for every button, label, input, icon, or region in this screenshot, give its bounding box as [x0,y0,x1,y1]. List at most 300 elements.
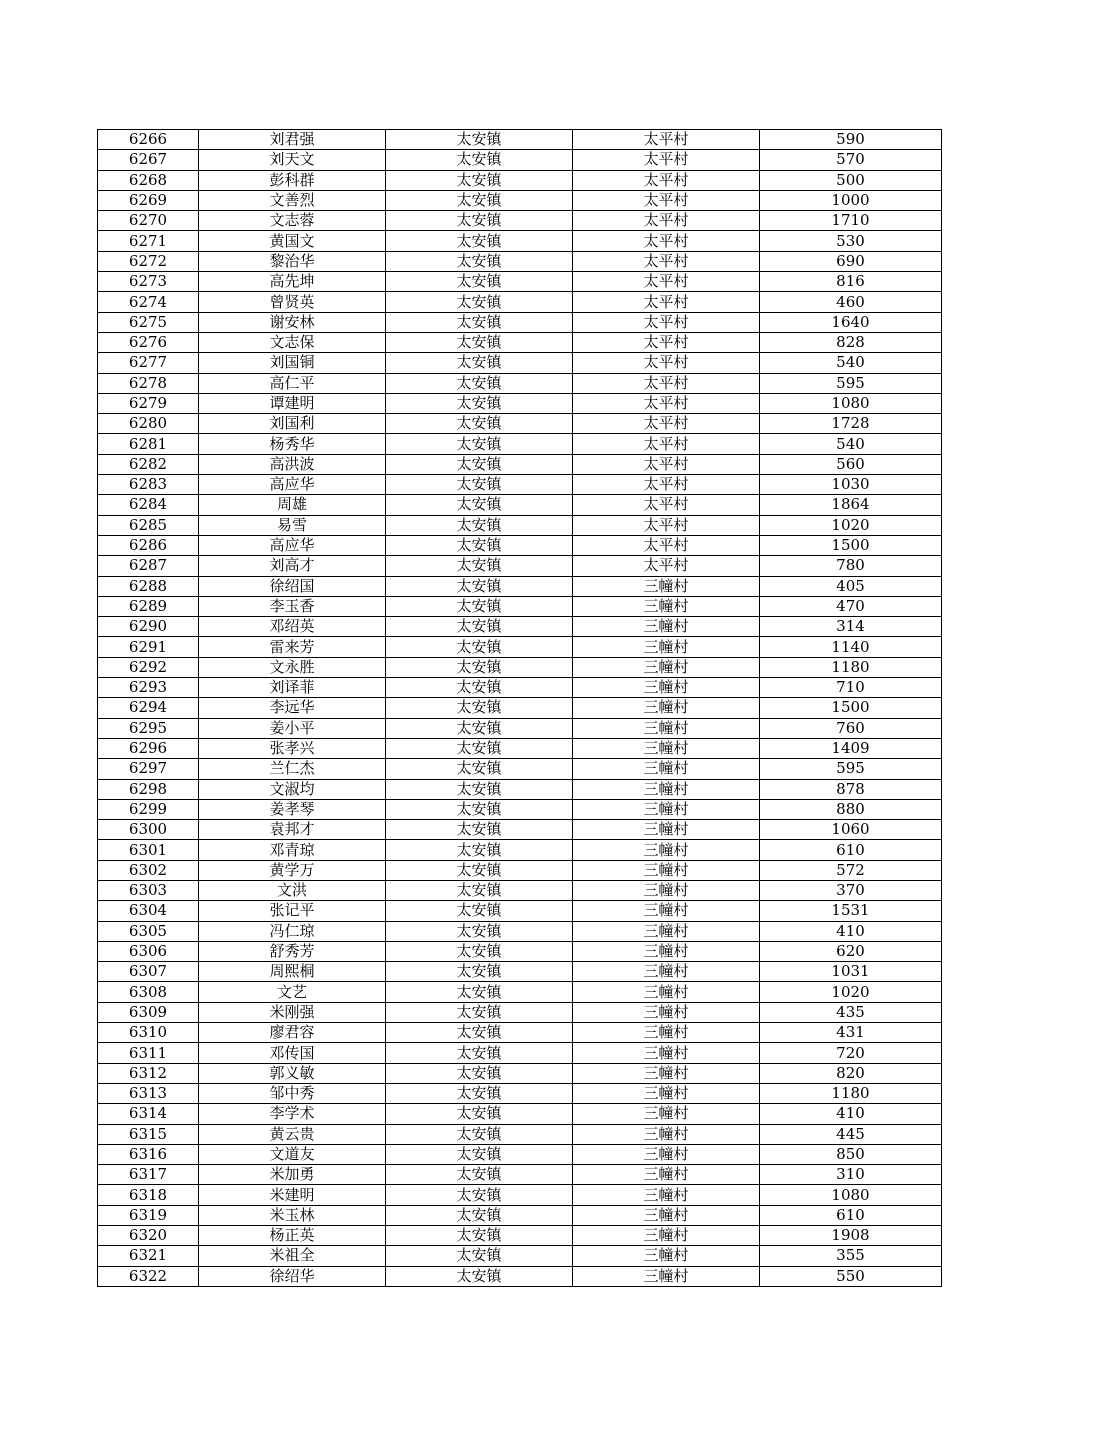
town-cell: 太安镇 [386,292,573,312]
row-number-cell: 6296 [98,738,199,758]
amount-cell: 410 [760,921,942,941]
table-row [98,617,942,637]
village-cell: 太平村 [573,312,760,332]
name-cell: 米祖全 [199,1246,386,1266]
town-cell: 太安镇 [386,454,573,474]
table-row [98,921,942,941]
row-number-cell: 6314 [98,1104,199,1124]
table-row [98,901,942,921]
row-number-cell: 6277 [98,353,199,373]
town-cell: 太安镇 [386,657,573,677]
table-row [98,475,942,495]
name-cell: 杨正英 [199,1226,386,1246]
name-cell: 高应华 [199,475,386,495]
row-number-cell: 6290 [98,617,199,637]
row-number-cell: 6310 [98,1023,199,1043]
village-cell: 太平村 [573,373,760,393]
table-row [98,1205,942,1225]
name-cell: 邓青琼 [199,840,386,860]
village-cell: 太平村 [573,150,760,170]
row-number-cell: 6286 [98,535,199,555]
row-number-cell: 6300 [98,820,199,840]
village-cell: 太平村 [573,393,760,413]
amount-cell: 310 [760,1165,942,1185]
town-cell: 太安镇 [386,860,573,880]
name-cell: 文洪 [199,880,386,900]
amount-cell: 1140 [760,637,942,657]
amount-cell: 1409 [760,738,942,758]
table-row [98,1002,942,1022]
row-number-cell: 6287 [98,556,199,576]
row-number-cell: 6291 [98,637,199,657]
town-cell: 太安镇 [386,312,573,332]
table-row [98,556,942,576]
name-cell: 雷来芳 [199,637,386,657]
name-cell: 舒秀芳 [199,941,386,961]
amount-cell: 1908 [760,1226,942,1246]
town-cell: 太安镇 [386,393,573,413]
name-cell: 李远华 [199,698,386,718]
village-cell: 三幢村 [573,880,760,900]
table-row [98,1246,942,1266]
amount-cell: 1020 [760,982,942,1002]
table-row [98,414,942,434]
name-cell: 刘高才 [199,556,386,576]
village-cell: 三幢村 [573,1144,760,1164]
amount-cell: 530 [760,231,942,251]
table-row [98,1043,942,1063]
row-number-cell: 6309 [98,1002,199,1022]
town-cell: 太安镇 [386,353,573,373]
amount-cell: 500 [760,170,942,190]
town-cell: 太安镇 [386,779,573,799]
table-row [98,272,942,292]
town-cell: 太安镇 [386,799,573,819]
name-cell: 文志蓉 [199,211,386,231]
town-cell: 太安镇 [386,170,573,190]
town-cell: 太安镇 [386,840,573,860]
town-cell: 太安镇 [386,1104,573,1124]
village-cell: 三幢村 [573,779,760,799]
name-cell: 姜孝琴 [199,799,386,819]
amount-cell: 620 [760,941,942,961]
village-cell: 三幢村 [573,840,760,860]
row-number-cell: 6275 [98,312,199,332]
name-cell: 文艺 [199,982,386,1002]
table-row [98,657,942,677]
row-number-cell: 6279 [98,393,199,413]
village-cell: 三幢村 [573,982,760,1002]
table-row [98,535,942,555]
town-cell: 太安镇 [386,1165,573,1185]
amount-cell: 828 [760,332,942,352]
name-cell: 冯仁琼 [199,921,386,941]
name-cell: 黎治华 [199,251,386,271]
amount-cell: 1500 [760,698,942,718]
table-row [98,1023,942,1043]
village-cell: 太平村 [573,454,760,474]
name-cell: 徐绍国 [199,576,386,596]
village-cell: 三幢村 [573,678,760,698]
table-row [98,312,942,332]
amount-cell: 572 [760,860,942,880]
row-number-cell: 6266 [98,130,199,150]
village-cell: 太平村 [573,434,760,454]
village-cell: 三幢村 [573,1226,760,1246]
village-cell: 三幢村 [573,596,760,616]
amount-cell: 445 [760,1124,942,1144]
table-row [98,231,942,251]
village-cell: 三幢村 [573,738,760,758]
amount-cell: 435 [760,1002,942,1022]
name-cell: 文淑均 [199,779,386,799]
town-cell: 太安镇 [386,231,573,251]
village-cell: 太平村 [573,211,760,231]
village-cell: 三幢村 [573,1185,760,1205]
table-row [98,880,942,900]
name-cell: 周熙桐 [199,962,386,982]
row-number-cell: 6293 [98,678,199,698]
amount-cell: 1060 [760,820,942,840]
amount-cell: 570 [760,150,942,170]
table-row [98,860,942,880]
row-number-cell: 6283 [98,475,199,495]
table-row [98,170,942,190]
village-cell: 三幢村 [573,576,760,596]
table-row [98,941,942,961]
town-cell: 太安镇 [386,1266,573,1286]
row-number-cell: 6285 [98,515,199,535]
town-cell: 太安镇 [386,556,573,576]
row-number-cell: 6281 [98,434,199,454]
row-number-cell: 6302 [98,860,199,880]
amount-cell: 595 [760,373,942,393]
village-cell: 三幢村 [573,1002,760,1022]
town-cell: 太安镇 [386,1246,573,1266]
town-cell: 太安镇 [386,617,573,637]
row-number-cell: 6267 [98,150,199,170]
village-cell: 三幢村 [573,1063,760,1083]
village-cell: 三幢村 [573,921,760,941]
town-cell: 太安镇 [386,1226,573,1246]
table-row [98,1124,942,1144]
town-cell: 太安镇 [386,211,573,231]
village-cell: 太平村 [573,556,760,576]
town-cell: 太安镇 [386,1023,573,1043]
amount-cell: 760 [760,718,942,738]
village-cell: 太平村 [573,332,760,352]
amount-cell: 1080 [760,1185,942,1205]
amount-cell: 1000 [760,190,942,210]
row-number-cell: 6292 [98,657,199,677]
name-cell: 周雄 [199,495,386,515]
town-cell: 太安镇 [386,1124,573,1144]
village-cell: 三幢村 [573,759,760,779]
table-row [98,1266,942,1286]
village-cell: 太平村 [573,353,760,373]
table-row [98,353,942,373]
town-cell: 太安镇 [386,901,573,921]
town-cell: 太安镇 [386,190,573,210]
table-row [98,515,942,535]
amount-cell: 405 [760,576,942,596]
table-row [98,962,942,982]
table-row [98,596,942,616]
row-number-cell: 6268 [98,170,199,190]
village-cell: 三幢村 [573,1246,760,1266]
town-cell: 太安镇 [386,1002,573,1022]
village-cell: 太平村 [573,231,760,251]
name-cell: 黄云贵 [199,1124,386,1144]
town-cell: 太安镇 [386,941,573,961]
town-cell: 太安镇 [386,576,573,596]
town-cell: 太安镇 [386,272,573,292]
town-cell: 太安镇 [386,332,573,352]
village-cell: 太平村 [573,190,760,210]
table-row [98,982,942,1002]
town-cell: 太安镇 [386,535,573,555]
row-number-cell: 6321 [98,1246,199,1266]
amount-cell: 314 [760,617,942,637]
name-cell: 兰仁杰 [199,759,386,779]
name-cell: 邓传国 [199,1043,386,1063]
amount-cell: 780 [760,556,942,576]
town-cell: 太安镇 [386,515,573,535]
village-cell: 太平村 [573,495,760,515]
row-number-cell: 6304 [98,901,199,921]
village-cell: 三幢村 [573,1124,760,1144]
village-cell: 三幢村 [573,1023,760,1043]
town-cell: 太安镇 [386,373,573,393]
town-cell: 太安镇 [386,1205,573,1225]
amount-cell: 820 [760,1063,942,1083]
table-row [98,1226,942,1246]
name-cell: 姜小平 [199,718,386,738]
row-number-cell: 6273 [98,272,199,292]
village-cell: 三幢村 [573,820,760,840]
amount-cell: 540 [760,434,942,454]
row-number-cell: 6270 [98,211,199,231]
table-row [98,820,942,840]
village-cell: 三幢村 [573,901,760,921]
row-number-cell: 6295 [98,718,199,738]
town-cell: 太安镇 [386,820,573,840]
amount-cell: 1710 [760,211,942,231]
village-cell: 三幢村 [573,1266,760,1286]
name-cell: 文永胜 [199,657,386,677]
village-cell: 太平村 [573,292,760,312]
village-cell: 三幢村 [573,941,760,961]
row-number-cell: 6316 [98,1144,199,1164]
row-number-cell: 6320 [98,1226,199,1246]
row-number-cell: 6306 [98,941,199,961]
row-number-cell: 6308 [98,982,199,1002]
amount-cell: 410 [760,1104,942,1124]
village-cell: 三幢村 [573,1205,760,1225]
table-row [98,434,942,454]
table-row [98,1063,942,1083]
village-cell: 三幢村 [573,1043,760,1063]
row-number-cell: 6312 [98,1063,199,1083]
amount-cell: 880 [760,799,942,819]
table-row [98,373,942,393]
row-number-cell: 6271 [98,231,199,251]
name-cell: 李玉香 [199,596,386,616]
name-cell: 易雪 [199,515,386,535]
row-number-cell: 6305 [98,921,199,941]
town-cell: 太安镇 [386,1144,573,1164]
amount-cell: 878 [760,779,942,799]
amount-cell: 1030 [760,475,942,495]
amount-cell: 710 [760,678,942,698]
amount-cell: 370 [760,880,942,900]
row-number-cell: 6307 [98,962,199,982]
row-number-cell: 6298 [98,779,199,799]
town-cell: 太安镇 [386,921,573,941]
amount-cell: 1864 [760,495,942,515]
row-number-cell: 6301 [98,840,199,860]
name-cell: 杨秀华 [199,434,386,454]
amount-cell: 1531 [760,901,942,921]
village-cell: 太平村 [573,130,760,150]
table-row [98,1083,942,1103]
town-cell: 太安镇 [386,434,573,454]
table-row [98,738,942,758]
name-cell: 高洪波 [199,454,386,474]
table-row [98,150,942,170]
row-number-cell: 6284 [98,495,199,515]
name-cell: 李学术 [199,1104,386,1124]
name-cell: 谭建明 [199,393,386,413]
row-number-cell: 6274 [98,292,199,312]
table-row [98,698,942,718]
town-cell: 太安镇 [386,1043,573,1063]
amount-cell: 1640 [760,312,942,332]
table-row [98,292,942,312]
amount-cell: 720 [760,1043,942,1063]
amount-cell: 540 [760,353,942,373]
row-number-cell: 6294 [98,698,199,718]
town-cell: 太安镇 [386,698,573,718]
town-cell: 太安镇 [386,678,573,698]
amount-cell: 470 [760,596,942,616]
village-cell: 太平村 [573,535,760,555]
row-number-cell: 6315 [98,1124,199,1144]
name-cell: 张孝兴 [199,738,386,758]
amount-cell: 1500 [760,535,942,555]
name-cell: 文志保 [199,332,386,352]
amount-cell: 1080 [760,393,942,413]
table-row [98,190,942,210]
row-number-cell: 6303 [98,880,199,900]
row-number-cell: 6297 [98,759,199,779]
name-cell: 黄国文 [199,231,386,251]
table-row [98,1165,942,1185]
table-row [98,251,942,271]
amount-cell: 850 [760,1144,942,1164]
village-cell: 三幢村 [573,698,760,718]
row-number-cell: 6278 [98,373,199,393]
name-cell: 刘天文 [199,150,386,170]
name-cell: 廖君容 [199,1023,386,1043]
name-cell: 米建明 [199,1185,386,1205]
name-cell: 高先坤 [199,272,386,292]
village-cell: 三幢村 [573,860,760,880]
name-cell: 高应华 [199,535,386,555]
name-cell: 刘君强 [199,130,386,150]
name-cell: 徐绍华 [199,1266,386,1286]
village-cell: 三幢村 [573,1104,760,1124]
amount-cell: 610 [760,840,942,860]
table-row [98,332,942,352]
row-number-cell: 6313 [98,1083,199,1103]
town-cell: 太安镇 [386,475,573,495]
table-body [98,130,942,1287]
amount-cell: 1031 [760,962,942,982]
table-row [98,779,942,799]
name-cell: 刘国铜 [199,353,386,373]
name-cell: 刘译菲 [199,678,386,698]
amount-cell: 1180 [760,1083,942,1103]
village-cell: 三幢村 [573,799,760,819]
row-number-cell: 6318 [98,1185,199,1205]
row-number-cell: 6272 [98,251,199,271]
name-cell: 彭科群 [199,170,386,190]
amount-cell: 595 [760,759,942,779]
village-cell: 三幢村 [573,657,760,677]
table-row [98,637,942,657]
table-row [98,1104,942,1124]
town-cell: 太安镇 [386,150,573,170]
name-cell: 米刚强 [199,1002,386,1022]
town-cell: 太安镇 [386,637,573,657]
table-row [98,211,942,231]
village-cell: 三幢村 [573,1083,760,1103]
row-number-cell: 6299 [98,799,199,819]
row-number-cell: 6269 [98,190,199,210]
village-cell: 太平村 [573,251,760,271]
table-row [98,495,942,515]
table-row [98,759,942,779]
amount-cell: 690 [760,251,942,271]
village-cell: 太平村 [573,475,760,495]
town-cell: 太安镇 [386,596,573,616]
row-number-cell: 6288 [98,576,199,596]
name-cell: 谢安林 [199,312,386,332]
name-cell: 邹中秀 [199,1083,386,1103]
row-number-cell: 6322 [98,1266,199,1286]
row-number-cell: 6317 [98,1165,199,1185]
village-cell: 三幢村 [573,637,760,657]
table-row [98,1144,942,1164]
table-row [98,393,942,413]
name-cell: 高仁平 [199,373,386,393]
town-cell: 太安镇 [386,130,573,150]
amount-cell: 590 [760,130,942,150]
town-cell: 太安镇 [386,414,573,434]
table-row [98,799,942,819]
row-number-cell: 6319 [98,1205,199,1225]
table-row [98,678,942,698]
town-cell: 太安镇 [386,738,573,758]
town-cell: 太安镇 [386,880,573,900]
name-cell: 曾贤英 [199,292,386,312]
town-cell: 太安镇 [386,982,573,1002]
town-cell: 太安镇 [386,718,573,738]
village-cell: 太平村 [573,170,760,190]
amount-cell: 560 [760,454,942,474]
town-cell: 太安镇 [386,759,573,779]
